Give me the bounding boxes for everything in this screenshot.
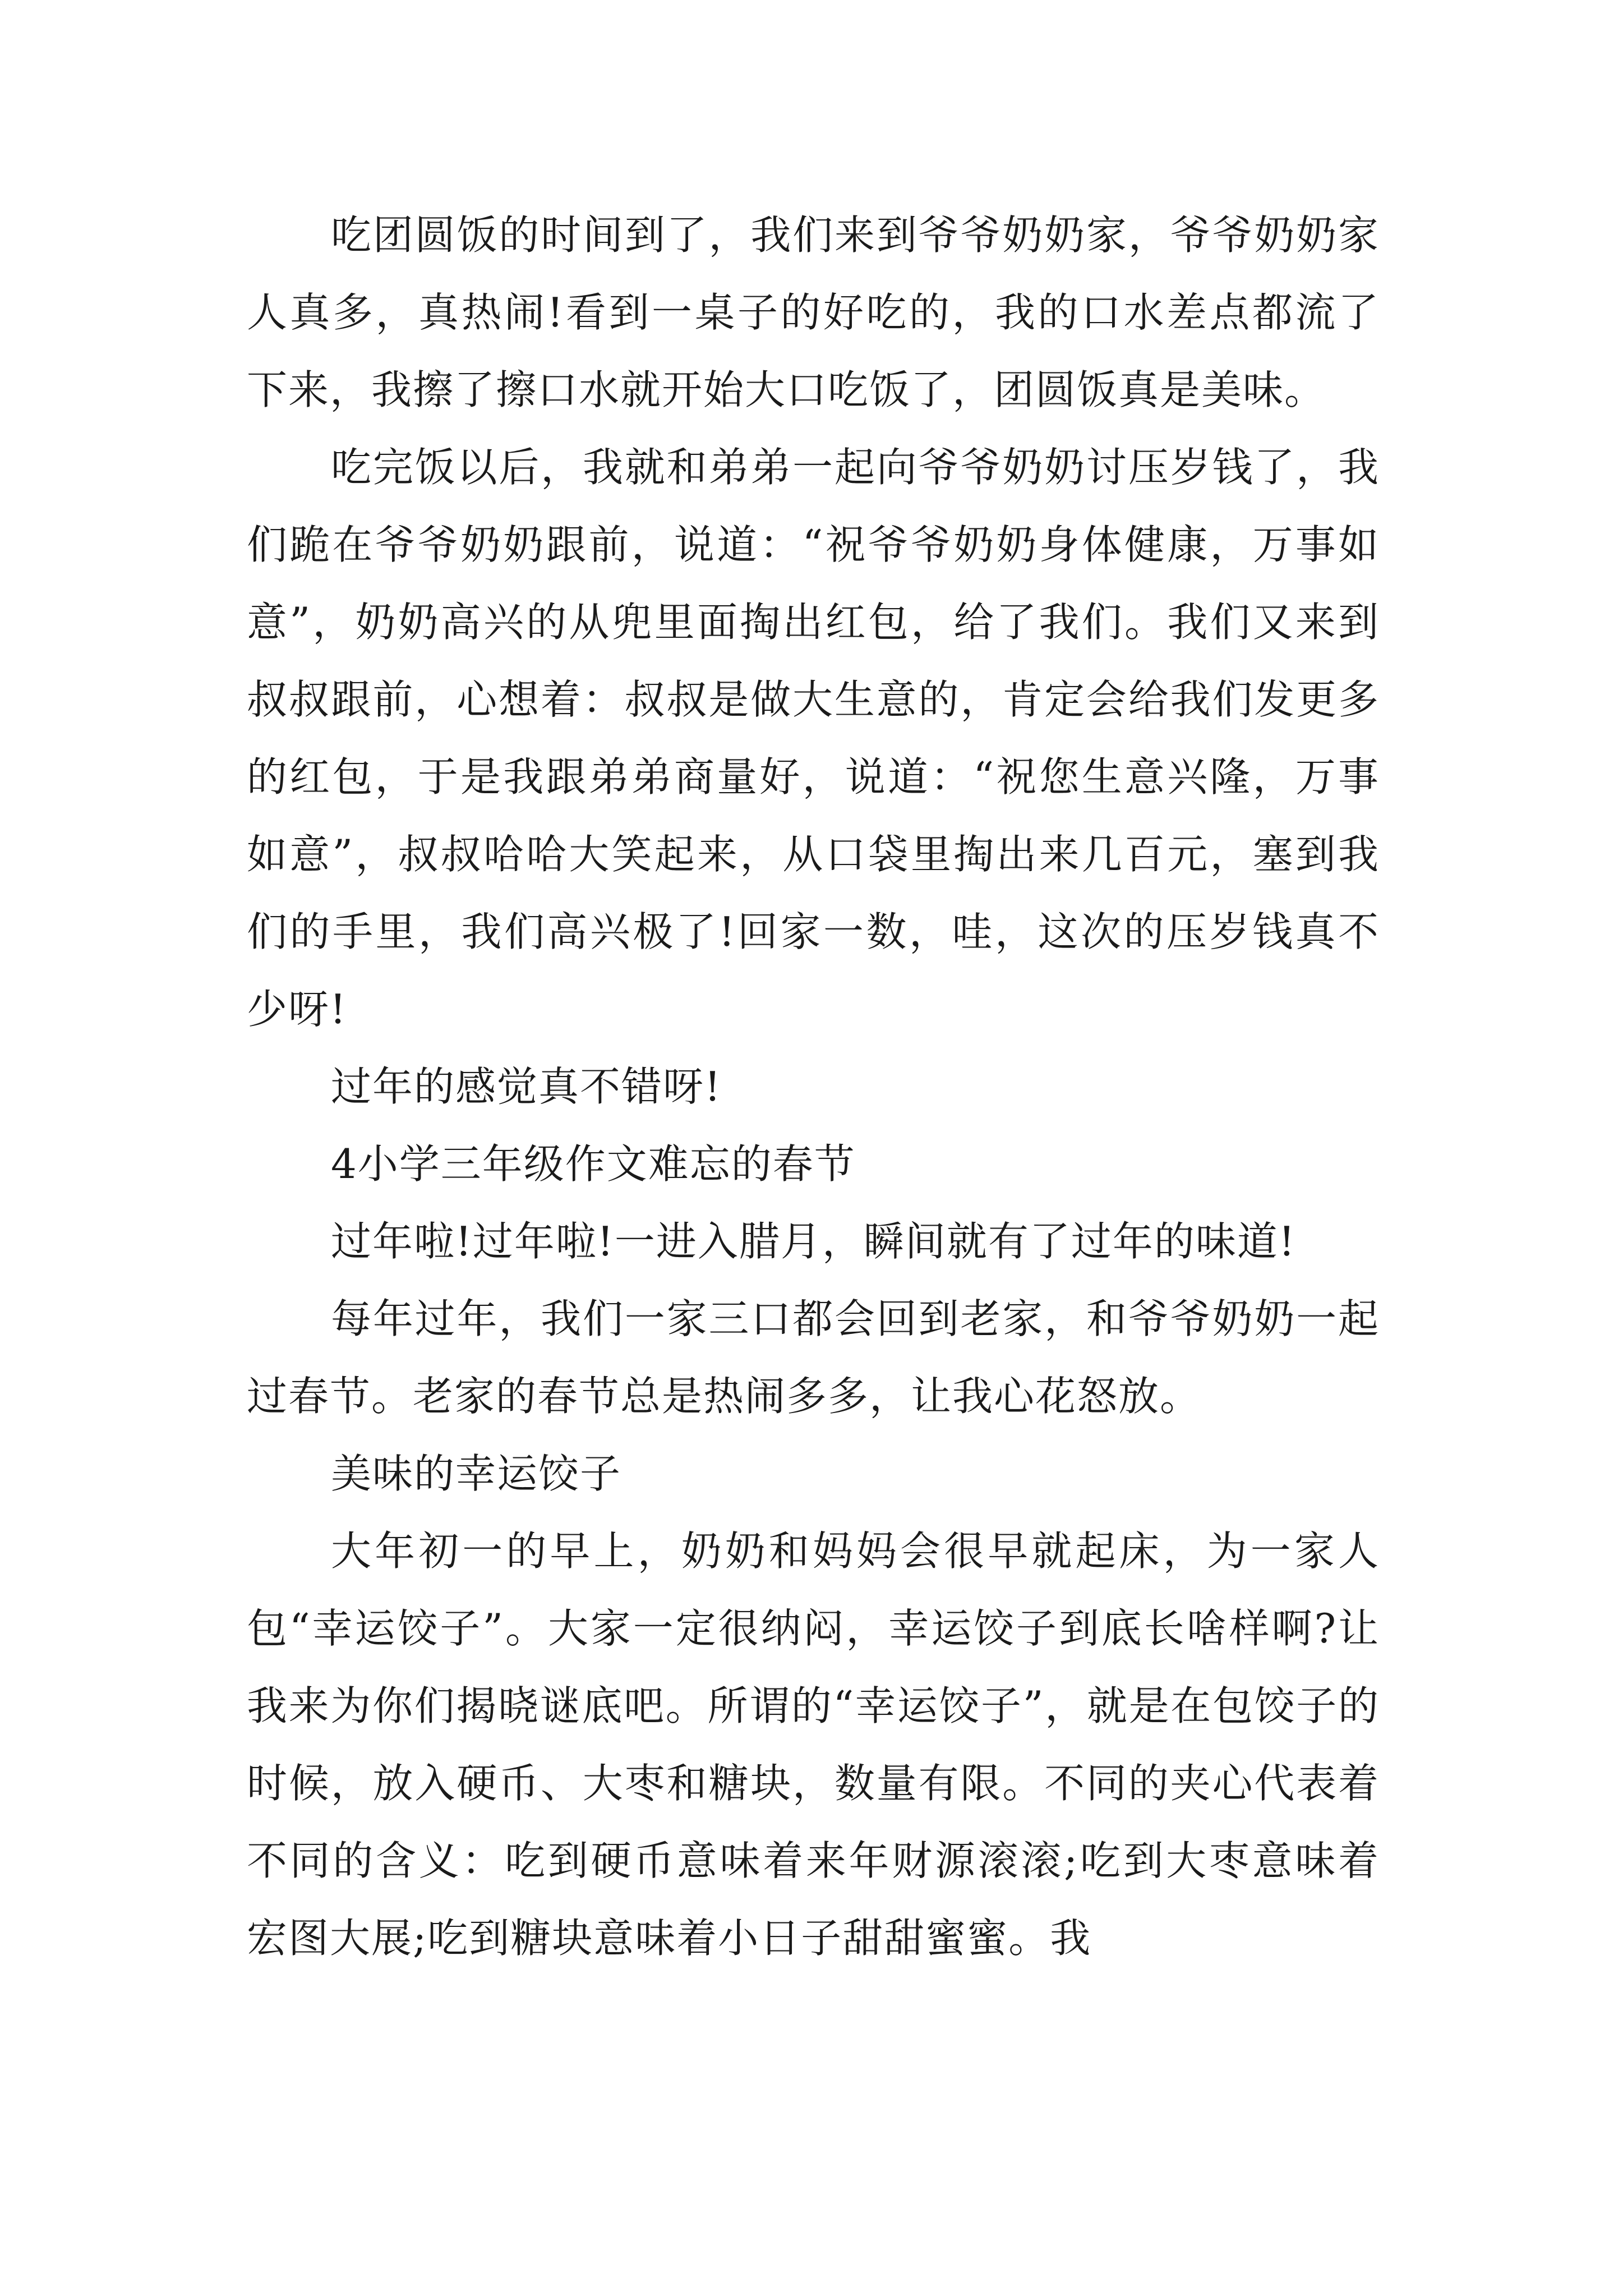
paragraph-new-year-feeling: 过年的感觉真不错呀!: [331, 1063, 722, 1110]
paragraph-reunion-dinner: 吃团圆饭的时间到了，我们来到爷爷奶奶家，爷爷奶奶家人真多，真热闹!看到一桌子的好吃的，我的口水差点都流了下来，我擦了擦口水就开始大口吃饭了，团圆饭真是美味。: [247, 211, 1380, 413]
document-body: [247, 196, 1380, 1977]
section-heading-lucky-dumplings: 美味的幸运饺子: [331, 1450, 622, 1497]
paragraph-new-year-arrives: 过年啦!过年啦!一进入腊月，瞬间就有了过年的味道!: [331, 1218, 1296, 1265]
paragraph-lucky-dumplings: 大年初一的早上，奶奶和妈妈会很早就起床，为一家人包“幸运饺子”。大家一定很纳闷，幸运饺子到底长啥样啊?让我来为你们揭晓谜底吧。所谓的“幸运饺子”，就是在包饺子的时候，放入硬币、大枣和糖块，数量有限。不同的夹心代表着不同的含义：吃到硬币意味着来年财源滚滚;吃到大枣意味着宏图大展;吃到糖块意味着小日子甜甜蜜蜜。我: [247, 1527, 1380, 1962]
paragraph-lucky-money: 吃完饭以后，我就和弟弟一起向爷爷奶奶讨压岁钱了，我们跪在爷爷奶奶跟前，说道：“祝爷爷奶奶身体健康，万事如意”，奶奶高兴的从兜里面掏出红包，给了我们。我们又来到叔叔跟前，心想着：叔叔是做大生意的，肯定会给我们发更多的红包，于是我跟弟弟商量好，说道：“祝您生意兴隆，万事如意”，叔叔哈哈大笑起来，从口袋里掏出来几百元，塞到我们的手里，我们高兴极了!回家一数，哇，这次的压岁钱真不少呀!: [247, 444, 1380, 1033]
paragraph-hometown-festival: 每年过年，我们一家三口都会回到老家，和爷爷奶奶一起过春节。老家的春节总是热闹多多，让我心花怒放。: [247, 1295, 1380, 1420]
essay-title: 4小学三年级作文难忘的春节: [331, 1140, 856, 1188]
